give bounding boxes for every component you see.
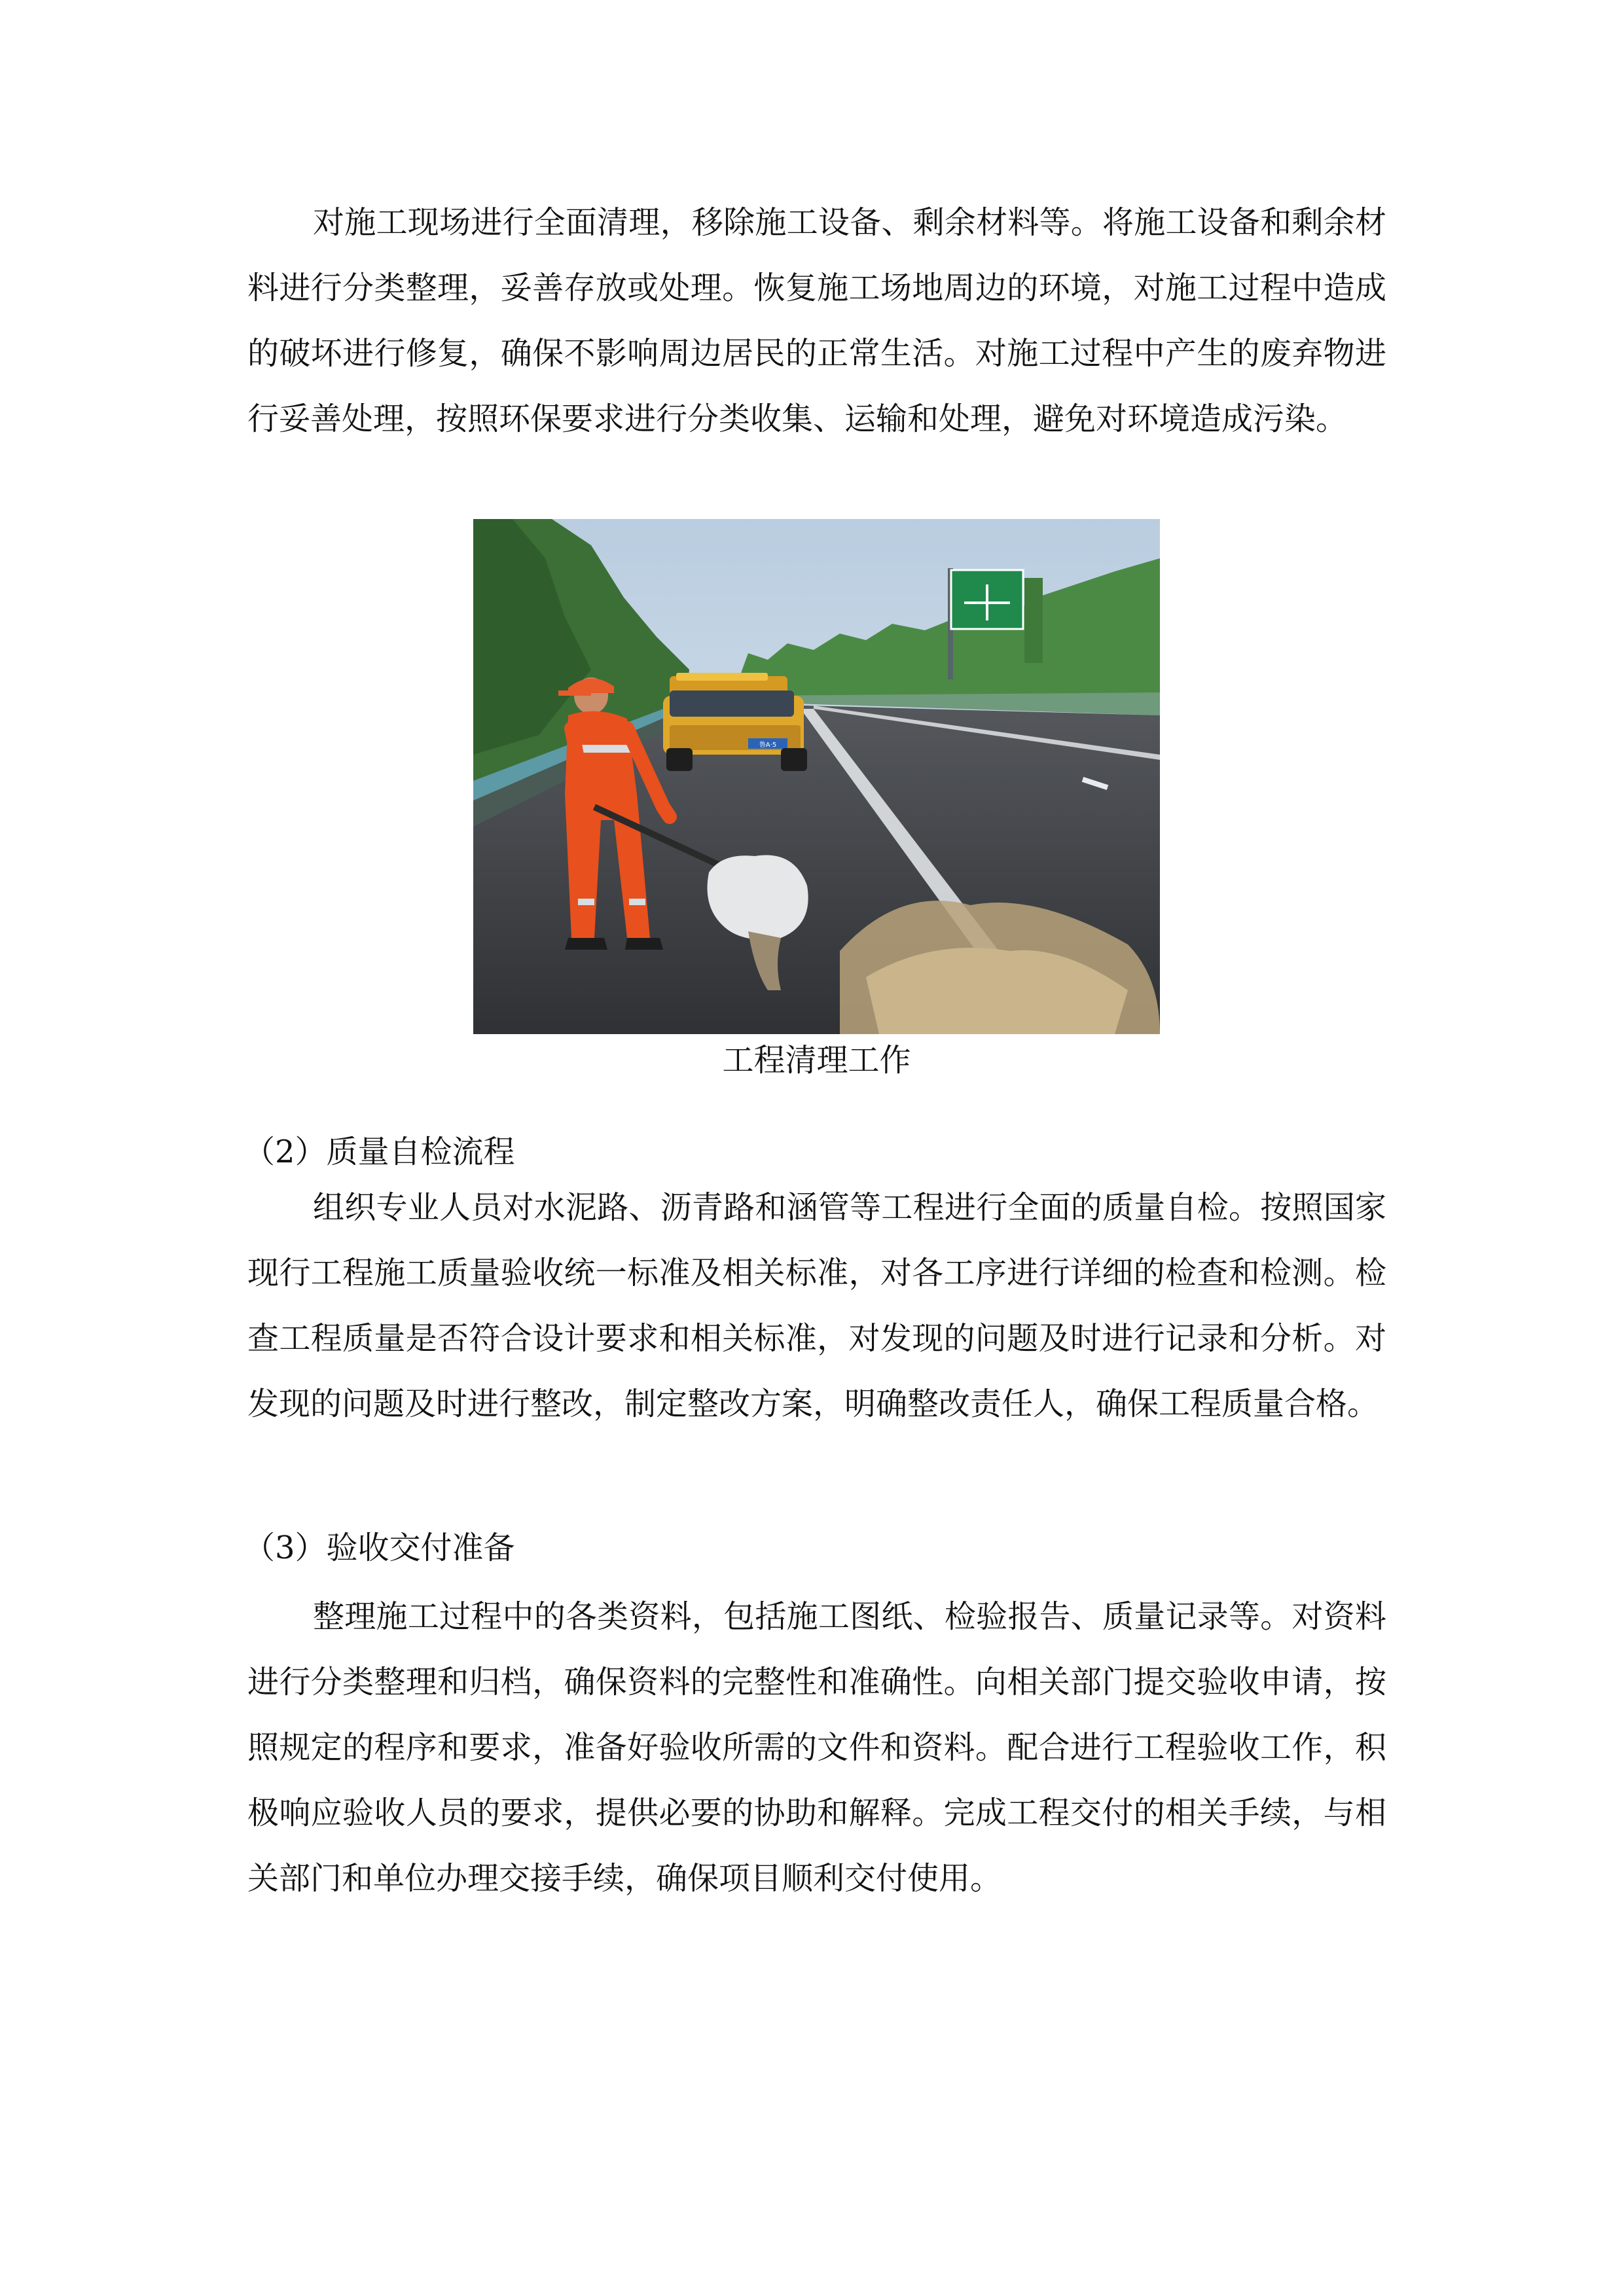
section-heading-quality: （2）质量自检流程: [244, 1134, 515, 1170]
road-cleaning-illustration: [473, 519, 1160, 1034]
paragraph-site-cleanup: 对施工现场进行全面清理，移除施工设备、剩余材料等。将施工设备和剩余材料进行分类整理，妥善存放或处理。恢复施工场地周边的环境，对施工过程中造成的破坏进行修复，确保不影响周边居民的正常生活。对施工过程中产生的废弃物进行妥善处理，按照环保要求进行分类收集、运输和处理，避免对环境造成污染。: [247, 204, 1386, 437]
figure-caption: 工程清理工作: [722, 1042, 911, 1079]
road-cleaning-photo: [473, 519, 1160, 1034]
paragraph-acceptance-prep: 整理施工过程中的各类资料，包括施工图纸、检验报告、质量记录等。对资料进行分类整理和归档，确保资料的完整性和准确性。向相关部门提交验收申请，按照规定的程序和要求，准备好验收所需的文件和资料。配合进行工程验收工作，积极响应验收人员的要求，提供必要的协助和解释。完成工程交付的相关手续，与相关部门和单位办理交接手续，确保项目顺利交付使用。: [247, 1598, 1386, 1897]
paragraph-quality-check: 组织专业人员对水泥路、沥青路和涵管等工程进行全面的质量自检。按照国家现行工程施工质量验收统一标准及相关标准，对各工序进行详细的检查和检测。检查工程质量是否符合设计要求和相关标准，对发现的问题及时进行记录和分析。对发现的问题及时进行整改，制定整改方案，明确整改责任人，确保工程质量合格。: [247, 1189, 1386, 1422]
plate-text: 鲁A·5: [759, 742, 777, 749]
tree-trunk-right: [1024, 578, 1043, 663]
section-heading-acceptance: （3）验收交付准备: [244, 1530, 515, 1566]
